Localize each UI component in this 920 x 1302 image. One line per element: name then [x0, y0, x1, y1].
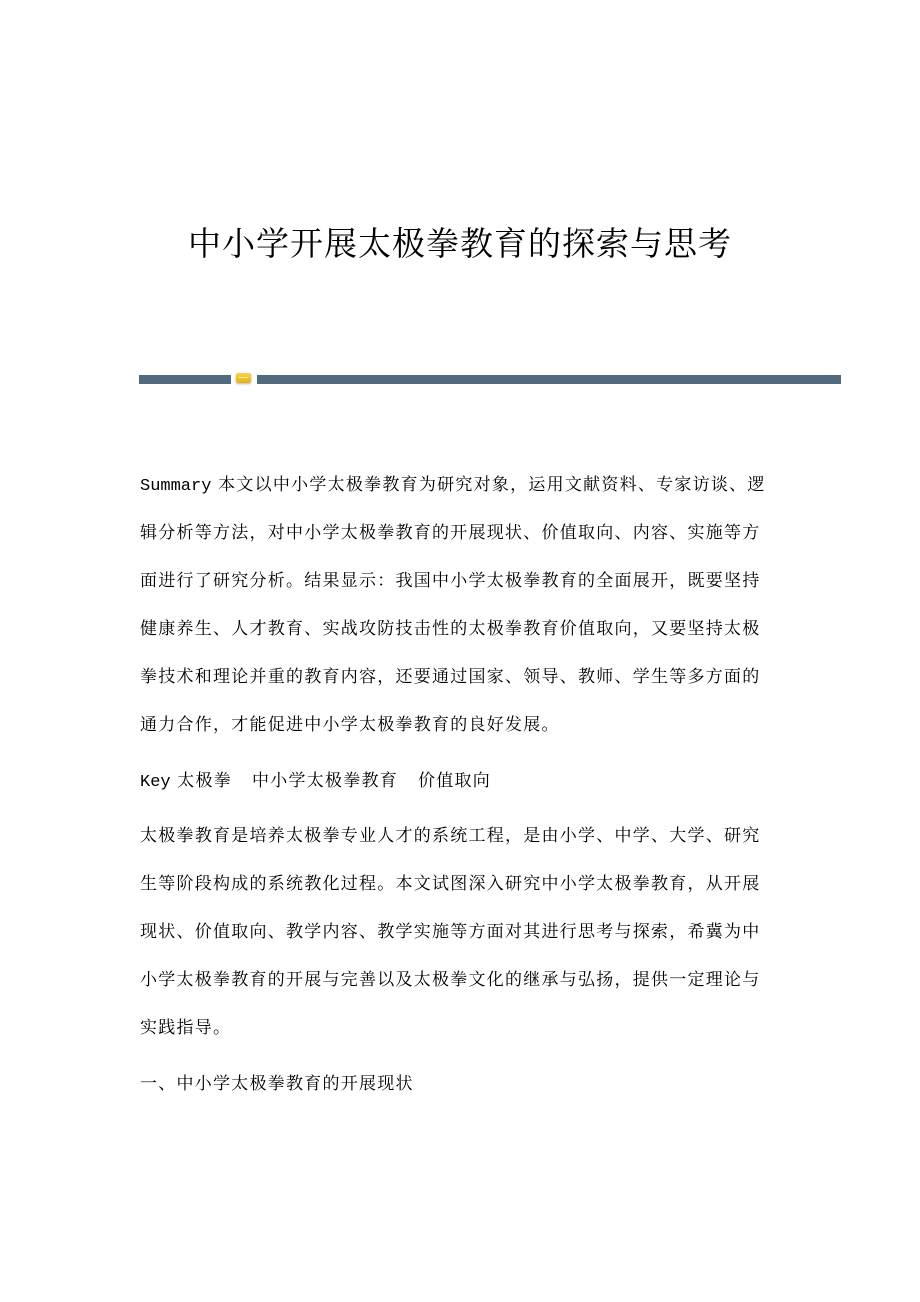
divider-right: [257, 375, 841, 384]
summary-line: Summary 本文以中小学太极拳教育为研究对象，运用文献资料、专家访谈、逻: [140, 475, 766, 496]
intro-line: 实践指导。: [140, 1018, 232, 1038]
summary-line: 辑分析等方法，对中小学太极拳教育的开展现状、价值取向、内容、实施等方: [140, 523, 761, 543]
keyword: 价值取向: [417, 771, 491, 791]
summary-line: 面进行了研究分析。结果显示：我国中小学太极拳教育的全面展开，既要坚持: [140, 571, 761, 591]
summary-label: Summary: [140, 477, 212, 496]
intro-line: 生等阶段构成的系统教化过程。本文试图深入研究中小学太极拳教育，从开展: [140, 874, 761, 894]
keywords-line: [140, 771, 491, 793]
keywords-label: Key: [140, 773, 171, 792]
divider-left: [139, 375, 231, 384]
section-heading: 一、中小学太极拳教育的开展现状: [140, 1074, 414, 1094]
keyword: 太极拳: [177, 771, 233, 791]
document-title: 中小学开展太极拳教育的探索与思考: [188, 224, 732, 263]
intro-line: 小学太极拳教育的开展与完善以及太极拳文化的继承与弘扬，提供一定理论与: [140, 970, 761, 990]
summary-line: 健康养生、人才教育、实战攻防技击性的太极拳教育价值取向，又要坚持太极: [140, 619, 761, 639]
divider-ornament-icon: [236, 373, 251, 383]
summary-line: 拳技术和理论并重的教育内容，还要通过国家、领导、教师、学生等多方面的: [140, 667, 761, 687]
summary-line: 通力合作，才能促进中小学太极拳教育的良好发展。: [140, 715, 560, 735]
intro-line: 太极拳教育是培养太极拳专业人才的系统工程，是由小学、中学、大学、研究: [140, 826, 761, 846]
intro-line: 现状、价值取向、教学内容、教学实施等方面对其进行思考与探索，希冀为中: [140, 922, 761, 942]
keyword: 中小学太极拳教育: [251, 771, 398, 791]
